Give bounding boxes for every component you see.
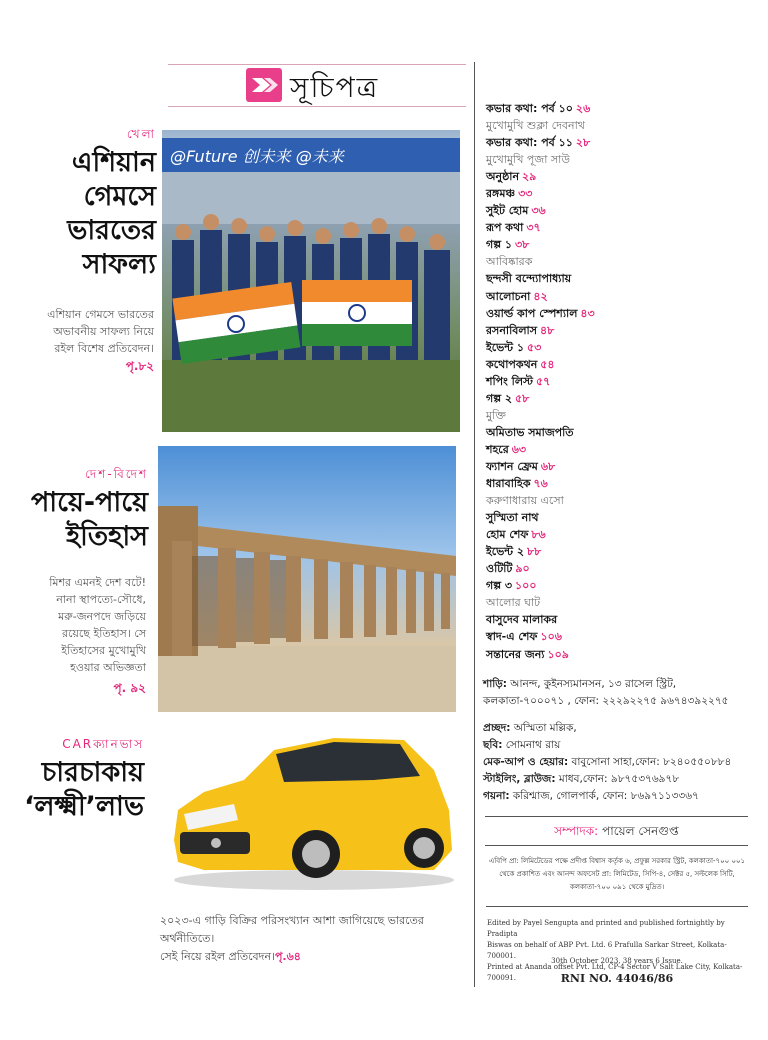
- headline-line: ইতিহাস: [66, 521, 148, 552]
- description-line: ইতিহাসের মুখোমুখি: [61, 644, 146, 657]
- contents-item-title: গল্প ২: [486, 391, 513, 405]
- contents-item[interactable]: [486, 134, 756, 151]
- contents-item-page[interactable]: ৫৪: [540, 357, 555, 371]
- contents-item-page[interactable]: ৩৬: [531, 204, 546, 218]
- credit-value: মাধব,ফোন: ৯৮৭৫৩৭৬৯৭৮: [555, 773, 680, 785]
- contents-item-title: আলোর ঘাট: [486, 596, 541, 610]
- caption-line: [160, 948, 470, 966]
- contents-list: [486, 100, 756, 663]
- bengali-imprint: [486, 855, 748, 894]
- page-reference-link[interactable]: পৃ. ৯২: [113, 681, 146, 695]
- contents-item[interactable]: [486, 305, 756, 322]
- credit-label: গয়না:: [483, 790, 510, 802]
- credit-value: করিশ্মাজ, গোলপার্ক, ফোন: ৮৬৯৭১১৩৩৬৭: [509, 790, 699, 802]
- contents-item[interactable]: [486, 646, 756, 663]
- imprint-divider: [486, 906, 748, 907]
- contents-item[interactable]: [486, 373, 756, 390]
- contents-item[interactable]: [486, 288, 756, 305]
- contents-item: [486, 253, 756, 270]
- contents-item-page[interactable]: ৫৭: [536, 374, 551, 388]
- contents-item-title: স্বাদ-এ শেফ: [486, 630, 538, 644]
- contents-item-page[interactable]: ১০৯: [547, 647, 569, 661]
- contents-item[interactable]: [486, 219, 756, 236]
- contents-item[interactable]: [486, 543, 756, 560]
- contents-item-page[interactable]: ৪৩: [580, 306, 595, 320]
- contents-item-title: ওটিটি: [486, 562, 513, 576]
- contents-item: [486, 151, 756, 168]
- feature-description: [47, 306, 154, 357]
- contents-item-title: বাসুদেব মালাকর: [486, 613, 558, 627]
- contents-item[interactable]: [486, 322, 756, 339]
- contents-item: [486, 509, 756, 526]
- stadium-banner-text: @Future 创未来 @未来: [170, 147, 344, 166]
- headline-line: গেমসে: [83, 181, 156, 212]
- contents-item-page[interactable]: ৩৩: [518, 187, 533, 201]
- credit-line: কলকাতা-৭০০০৭১ , ফোন: ২২২৯২২৭৫ ৯৬৭৪৩৯২২৭৫: [483, 695, 729, 707]
- contents-item-page[interactable]: ৫৮: [515, 391, 530, 405]
- page-reference-link[interactable]: পৃ.৮২: [125, 359, 154, 373]
- contents-item-page[interactable]: ১০০: [515, 579, 537, 593]
- credit-line: [483, 737, 731, 754]
- contents-item-title: হোম শেফ: [486, 528, 529, 542]
- description-line: রইল বিশেষ প্রতিবেদন।: [54, 342, 154, 355]
- description-line: নানা স্থাপত্যে-সৌধে,: [56, 593, 146, 606]
- page-reference-link[interactable]: পৃ.৬৪: [274, 950, 301, 963]
- contents-item-title: রসনাবিলাস: [486, 323, 537, 337]
- editor-line: [485, 817, 748, 845]
- contents-item-title: ছন্দসী বন্দ্যোপাধ্যায়: [486, 272, 572, 286]
- contents-item-title: সুইট হোম: [486, 204, 529, 218]
- imprint-line: Biswas on behalf of ABP Pvt. Ltd. 6 Prafulla Sarkar Street, Kolkata- 700001.: [487, 941, 727, 960]
- credit-line: [483, 754, 731, 771]
- contents-item-title: ওয়ার্ল্ড কাপ স্পেশ্যাল: [486, 306, 578, 320]
- contents-item-title: ইভেন্ট ২: [486, 545, 524, 559]
- contents-item-title: অমিতাভ সমাজপতি: [486, 425, 574, 439]
- headline-line: চারচাকায়: [41, 757, 144, 788]
- imprint-line: Printed at Ananda offset Pvt. Ltd, CP-4 Sector V Salt Lake City, Kolkata- 700091.: [487, 963, 743, 982]
- contents-item[interactable]: [486, 526, 756, 543]
- contents-item-title: গল্প ৩: [486, 579, 513, 593]
- contents-item[interactable]: [486, 475, 756, 492]
- credit-label: মেক-আপ ও হেয়ার:: [483, 756, 569, 768]
- contents-item[interactable]: [486, 168, 756, 185]
- contents-item-page[interactable]: ৫৩: [526, 340, 542, 354]
- section-label-car: CARক্যানভাস: [62, 737, 144, 751]
- contents-item-page[interactable]: ৩৭: [526, 221, 541, 235]
- contents-item[interactable]: [486, 202, 756, 219]
- saree-credit: [483, 676, 729, 710]
- credit-label: স্টাইলিং, ব্লাউজ:: [483, 773, 556, 785]
- credit-label: প্রচ্ছদ:: [483, 722, 511, 734]
- description-line: অভাবনীয় সাফল্য নিয়ে: [53, 325, 154, 338]
- editor-label: সম্পাদক:: [554, 824, 599, 838]
- contents-item-title: মুক্তি: [486, 408, 506, 422]
- contents-item-page[interactable]: ২৯: [522, 170, 537, 184]
- contents-item-title: করুণাধারায় এসো: [486, 494, 564, 508]
- credit-line: [483, 771, 731, 788]
- contents-item[interactable]: [486, 628, 756, 645]
- contents-item-page[interactable]: ৪২: [533, 289, 548, 303]
- contents-item[interactable]: [486, 185, 756, 202]
- contents-item[interactable]: [486, 100, 756, 117]
- yellow-car-photo: [164, 730, 460, 898]
- description-line: রয়েছে ইতিহাস। সে: [61, 627, 146, 640]
- section-label-sports: খেলা: [126, 127, 156, 141]
- contents-item-title: গল্প ১: [486, 238, 513, 252]
- contents-item-title: সুস্মিতা নাথ: [486, 511, 539, 525]
- credit-label: শাড়ি:: [483, 678, 507, 690]
- credit-value: সোমনাথ রায়: [502, 739, 561, 751]
- contents-item-title: ধারাবাহিক: [486, 477, 531, 491]
- contents-item-page[interactable]: ৮৮: [526, 545, 542, 559]
- contents-item-page[interactable]: ৯০: [515, 562, 530, 576]
- contents-item[interactable]: [486, 441, 756, 458]
- header-bottom-rule: [168, 106, 466, 107]
- description-line: এশিয়ান গেমসে ভারতের: [47, 308, 154, 321]
- credit-value: আনন্দ, কুইনস্যমানসন, ১৩ রাসেল স্ট্রিট,: [506, 678, 677, 690]
- contents-item-title: রঙ্গমঞ্চ: [486, 187, 516, 201]
- headline-line: সাফল্য: [82, 249, 156, 280]
- asian-games-team-photo: [162, 130, 460, 432]
- imprint-line: এবিপি প্রা: লিমিটেডের পক্ষে প্রদীপ্ত বিশ্বাস কর্তৃক ৬, প্রফুল্ল সরকার স্ট্রিট, কলকাতা-৭০০ ০০১: [488, 857, 746, 865]
- contents-item-page[interactable]: ২৮: [575, 136, 591, 150]
- magazine-logo-icon: [246, 68, 282, 102]
- page-title: সূচিপত্র: [290, 71, 380, 104]
- contents-item-title: আবিষ্কারক: [486, 255, 533, 269]
- feature-headline-asian-games: [67, 146, 156, 282]
- contents-item[interactable]: [486, 390, 756, 407]
- contents-item-page[interactable]: ৮৬: [531, 528, 546, 542]
- contents-item-page[interactable]: ৪৮: [540, 323, 555, 337]
- contents-item-title: কভার কথা: পর্ব ১০: [486, 102, 573, 115]
- editor-name: পায়েল সেনগুপ্ত: [602, 824, 679, 838]
- column-divider: [474, 62, 475, 987]
- caption-text: সেই নিয়ে রইল প্রতিবেদন।: [160, 950, 275, 963]
- contents-item[interactable]: [486, 577, 756, 594]
- contents-item-title: শপিং লিস্ট: [486, 374, 534, 388]
- contents-item-page[interactable]: ৭৬: [533, 477, 548, 491]
- contents-item-page[interactable]: ১০৬: [540, 630, 562, 644]
- credit-line: [483, 788, 731, 805]
- description-line: মিশর এমনই দেশ বটে!: [49, 576, 146, 589]
- imprint-line: কলকাতা-৭০০ ০৯১ থেকে মুদ্রিত।: [569, 883, 665, 891]
- contents-item-title: কথোপকথন: [486, 357, 538, 371]
- contents-item-page[interactable]: ৬৩: [511, 442, 527, 456]
- contents-item[interactable]: [486, 236, 756, 253]
- credit-value: বাবুসোনা সাহা,ফোন: ৮২৪০৫৫০৮৮৪: [568, 756, 732, 768]
- header-top-rule: [168, 64, 466, 65]
- headline-line: এশিয়ান: [71, 147, 156, 178]
- feature-description: [49, 574, 146, 676]
- contents-item-title: মুখোমুখি পূজা সাউ: [486, 153, 570, 167]
- headline-line: ভারতের: [67, 215, 156, 246]
- contents-item: [486, 611, 756, 628]
- contents-item-title: ফ্যাশন ফ্রেম: [486, 459, 538, 473]
- description-line: হওয়ার অভিজ্ঞতা: [70, 661, 146, 674]
- feature-headline-egypt: [31, 486, 148, 554]
- contents-item[interactable]: [486, 339, 756, 356]
- feature-headline-car: [24, 756, 144, 824]
- contents-item-title: শহরে: [486, 442, 509, 456]
- contents-item: [486, 424, 756, 441]
- contents-item-title: আলোচনা: [486, 289, 531, 303]
- credit-label: ছবি:: [483, 739, 503, 751]
- editor-box: [485, 816, 748, 846]
- caption-line: ২০২৩-এ গাড়ি বিক্রির পরিসংখ্যান আশা জাগিয়েছে ভারতের অর্থনীতিতে।: [160, 914, 424, 945]
- contents-item: [486, 594, 756, 611]
- car-feature-caption: [160, 912, 470, 966]
- contents-item[interactable]: [486, 356, 756, 373]
- contents-item-title: অনুষ্ঠান: [486, 170, 520, 184]
- credit-line: [483, 720, 731, 737]
- contents-item: [486, 492, 756, 509]
- contents-item: [486, 407, 756, 424]
- contents-item-page[interactable]: ২৬: [575, 102, 591, 115]
- contents-item[interactable]: [486, 458, 756, 475]
- contents-item-title: কভার কথা: পর্ব ১১: [486, 136, 573, 150]
- credit-line: [483, 676, 729, 693]
- credit-value: অস্মিতা মল্লিক,: [510, 722, 577, 734]
- contents-item: [486, 117, 756, 134]
- contents-item: [486, 270, 756, 287]
- contents-item-title: মুখোমুখি শুক্লা দেবনাথ: [486, 119, 585, 133]
- contents-item-page[interactable]: ৩৮: [515, 238, 530, 252]
- headline-line: পায়ে-পায়ে: [30, 487, 148, 518]
- egypt-temple-photo: [158, 446, 456, 712]
- contents-item[interactable]: [486, 560, 756, 577]
- imprint-line: থেকে প্রকাশিত এবং আনন্দ অফসেট প্রা: লিমিটেড, সিপি-৪, সেক্টর ৫, সল্টলেক সিটি,: [499, 870, 735, 878]
- headline-line: ‘লক্ষ্মী’লাভ: [24, 791, 144, 822]
- contents-item-page[interactable]: ৬৮: [540, 459, 556, 473]
- description-line: মরু-জনপদে জড়িয়ে: [58, 610, 146, 623]
- section-label-travel: দেশ-বিদেশ: [85, 467, 148, 481]
- imprint-line: Edited by Payel Sengupta and printed and published fortnightly by Pradipta: [487, 919, 725, 938]
- rni-number: RNI NO. 44046/86: [560, 972, 674, 985]
- cover-credits: [483, 720, 731, 805]
- issue-date: 30th October 2023, 38 years 6 Issue.: [551, 957, 683, 965]
- contents-item-title: রূপ কথা: [486, 221, 524, 235]
- contents-item-title: ইভেন্ট ১: [486, 340, 524, 354]
- contents-item-title: সন্তানের জন্য: [486, 647, 545, 661]
